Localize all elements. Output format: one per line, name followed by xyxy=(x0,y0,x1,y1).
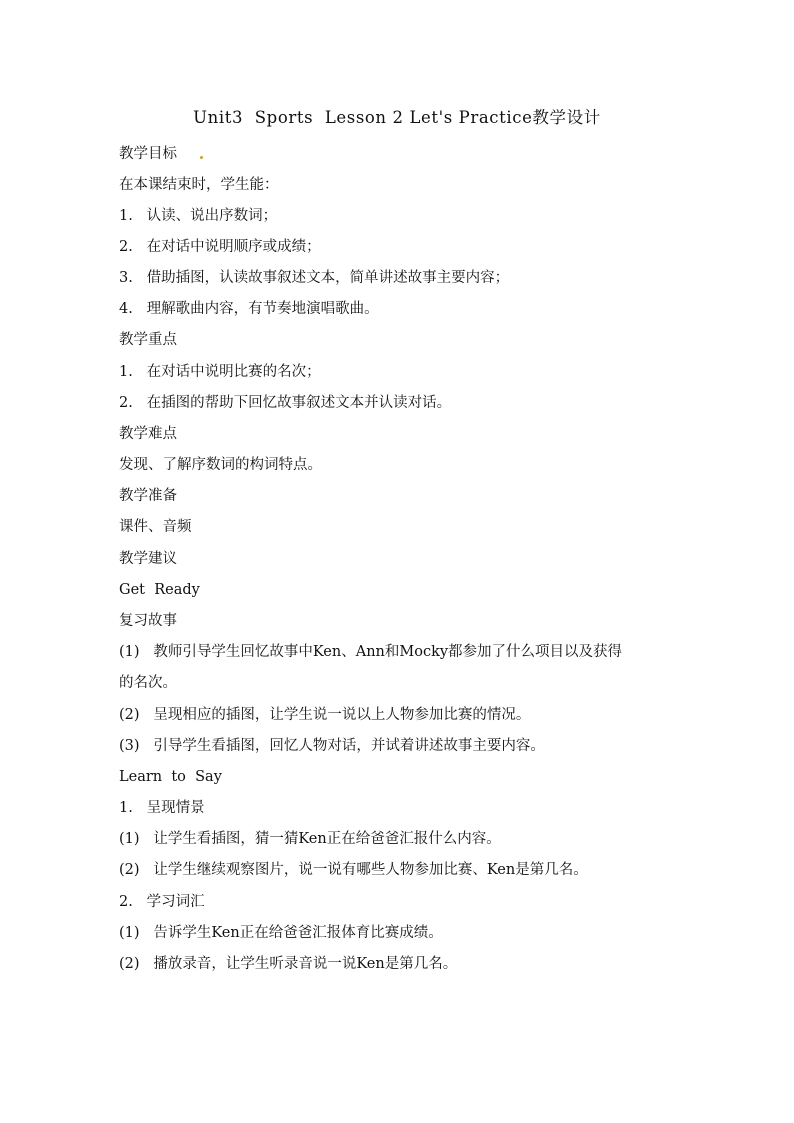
list-item: (1) 教师引导学生回忆故事中Ken、Ann和Mocky都参加了什么项目以及获得 xyxy=(119,644,623,660)
list-item: (3) 引导学生看插图，回忆人物对话，并试着讲述故事主要内容。 xyxy=(119,738,545,754)
list-item: 1. 在对话中说明比赛的名次； xyxy=(119,364,321,380)
paragraph: 课件、音频 xyxy=(119,519,192,535)
document-title: Unit3 Sports Lesson 2 Let's Practice教学设计 xyxy=(193,108,601,127)
list-item: 3. 借助插图，认读故事叙述文本，简单讲述故事主要内容； xyxy=(119,270,510,286)
subheading-review-story: 复习故事 xyxy=(119,613,177,629)
list-item: 1. 呈现情景 xyxy=(119,800,205,816)
paragraph: 在本课结束时，学生能： xyxy=(119,177,279,193)
list-item: (1) 让学生看插图，猜一猜Ken正在给爸爸汇报什么内容。 xyxy=(119,831,501,847)
list-item: 2. 学习词汇 xyxy=(119,894,205,910)
list-item: (2) 让学生继续观察图片，说一说有哪些人物参加比赛、Ken是第几名。 xyxy=(119,862,588,878)
paragraph: 发现、了解序数词的构词特点。 xyxy=(119,457,322,473)
subheading-get-ready: Get Ready xyxy=(119,582,200,598)
heading-teaching-objectives: 教学目标 xyxy=(119,146,177,162)
list-item: 2. 在对话中说明顺序或成绩； xyxy=(119,239,321,255)
list-item: 1. 认读、说出序数词； xyxy=(119,208,278,224)
list-item: (2) 呈现相应的插图，让学生说一说以上人物参加比赛的情况。 xyxy=(119,707,531,723)
list-item: 2. 在插图的帮助下回忆故事叙述文本并认读对话。 xyxy=(119,395,452,411)
heading-difficulties: 教学难点 xyxy=(119,426,177,442)
list-item: (2) 播放录音，让学生听录音说一说Ken是第几名。 xyxy=(119,956,458,972)
decorative-dot xyxy=(200,156,203,159)
list-item-continuation: 的名次。 xyxy=(119,675,177,691)
list-item: 4. 理解歌曲内容，有节奏地演唱歌曲。 xyxy=(119,301,379,317)
heading-preparation: 教学准备 xyxy=(119,488,177,504)
subheading-learn-to-say: Learn to Say xyxy=(119,769,222,785)
heading-suggestions: 教学建议 xyxy=(119,551,177,567)
heading-key-points: 教学重点 xyxy=(119,332,177,348)
list-item: (1) 告诉学生Ken正在给爸爸汇报体育比赛成绩。 xyxy=(119,925,443,941)
